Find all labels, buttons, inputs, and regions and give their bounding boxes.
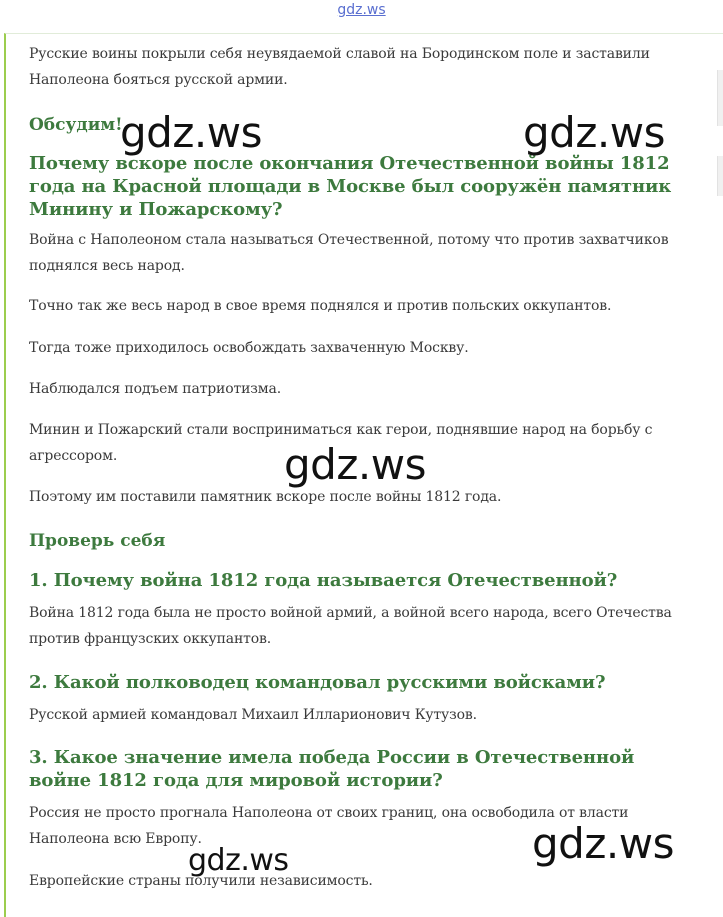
answer-3-paragraph: Россия не просто прогнала Наполеона от своих границ, она освободила от власти Наполеона всю Европу. bbox=[29, 805, 629, 847]
site-logo-link[interactable]: gdz.ws bbox=[337, 2, 386, 18]
answer-paragraph: Наблюдался подъем патриотизма. bbox=[29, 381, 282, 397]
watermark: gdz.ws bbox=[523, 108, 665, 157]
answer-paragraph: Поэтому им поставили памятник вскоре после войны 1812 года. bbox=[29, 489, 502, 505]
question-3: 3. Какое значение имела победа России в Отечественной войне 1812 года для мировой истории? bbox=[29, 747, 635, 791]
check-heading: Проверь себя bbox=[29, 531, 166, 551]
question-1: 1. Почему война 1812 года называется Отечественной? bbox=[29, 570, 618, 591]
watermark: gdz.ws bbox=[532, 819, 674, 868]
answer-paragraph: Точно так же весь народ в свое время поднялся и против польских оккупантов. bbox=[29, 298, 612, 314]
watermark: gdz.ws bbox=[284, 440, 426, 489]
right-edge-panel bbox=[717, 70, 723, 126]
answer-paragraph: Тогда тоже приходилось освобождать захваченную Москву. bbox=[29, 340, 469, 356]
answer-3-paragraph: Европейские страны получили независимость. bbox=[29, 873, 373, 889]
intro-paragraph: Русские воины покрыли себя неувядаемой славой на Бородинском поле и заставили Наполеона бояться русской армии. bbox=[29, 46, 650, 88]
discuss-question: Почему вскоре после окончания Отечественной войны 1812 года на Красной площади в Москве был сооружён памятник Минину и Пожарскому? bbox=[29, 153, 672, 220]
right-edge-panel-lower bbox=[717, 156, 723, 196]
watermark: gdz.ws bbox=[188, 843, 289, 878]
answer-paragraph: Минин и Пожарский стали восприниматься как герои, поднявшие народ на борьбу с агрессором. bbox=[29, 422, 653, 464]
discuss-heading: Обсудим! bbox=[29, 115, 123, 135]
answer-paragraph: Война с Наполеоном стала называться Отечественной, потому что против захватчиков поднялся весь народ. bbox=[29, 232, 669, 274]
question-2: 2. Какой полководец командовал русскими войсками? bbox=[29, 672, 606, 693]
answer-2: Русской армией командовал Михаил Илларионович Кутузов. bbox=[29, 707, 477, 723]
watermark: gdz.ws bbox=[120, 108, 262, 157]
answer-1: Война 1812 года была не просто войной армий, а войной всего народа, всего Отечества против французских оккупантов. bbox=[29, 605, 672, 647]
